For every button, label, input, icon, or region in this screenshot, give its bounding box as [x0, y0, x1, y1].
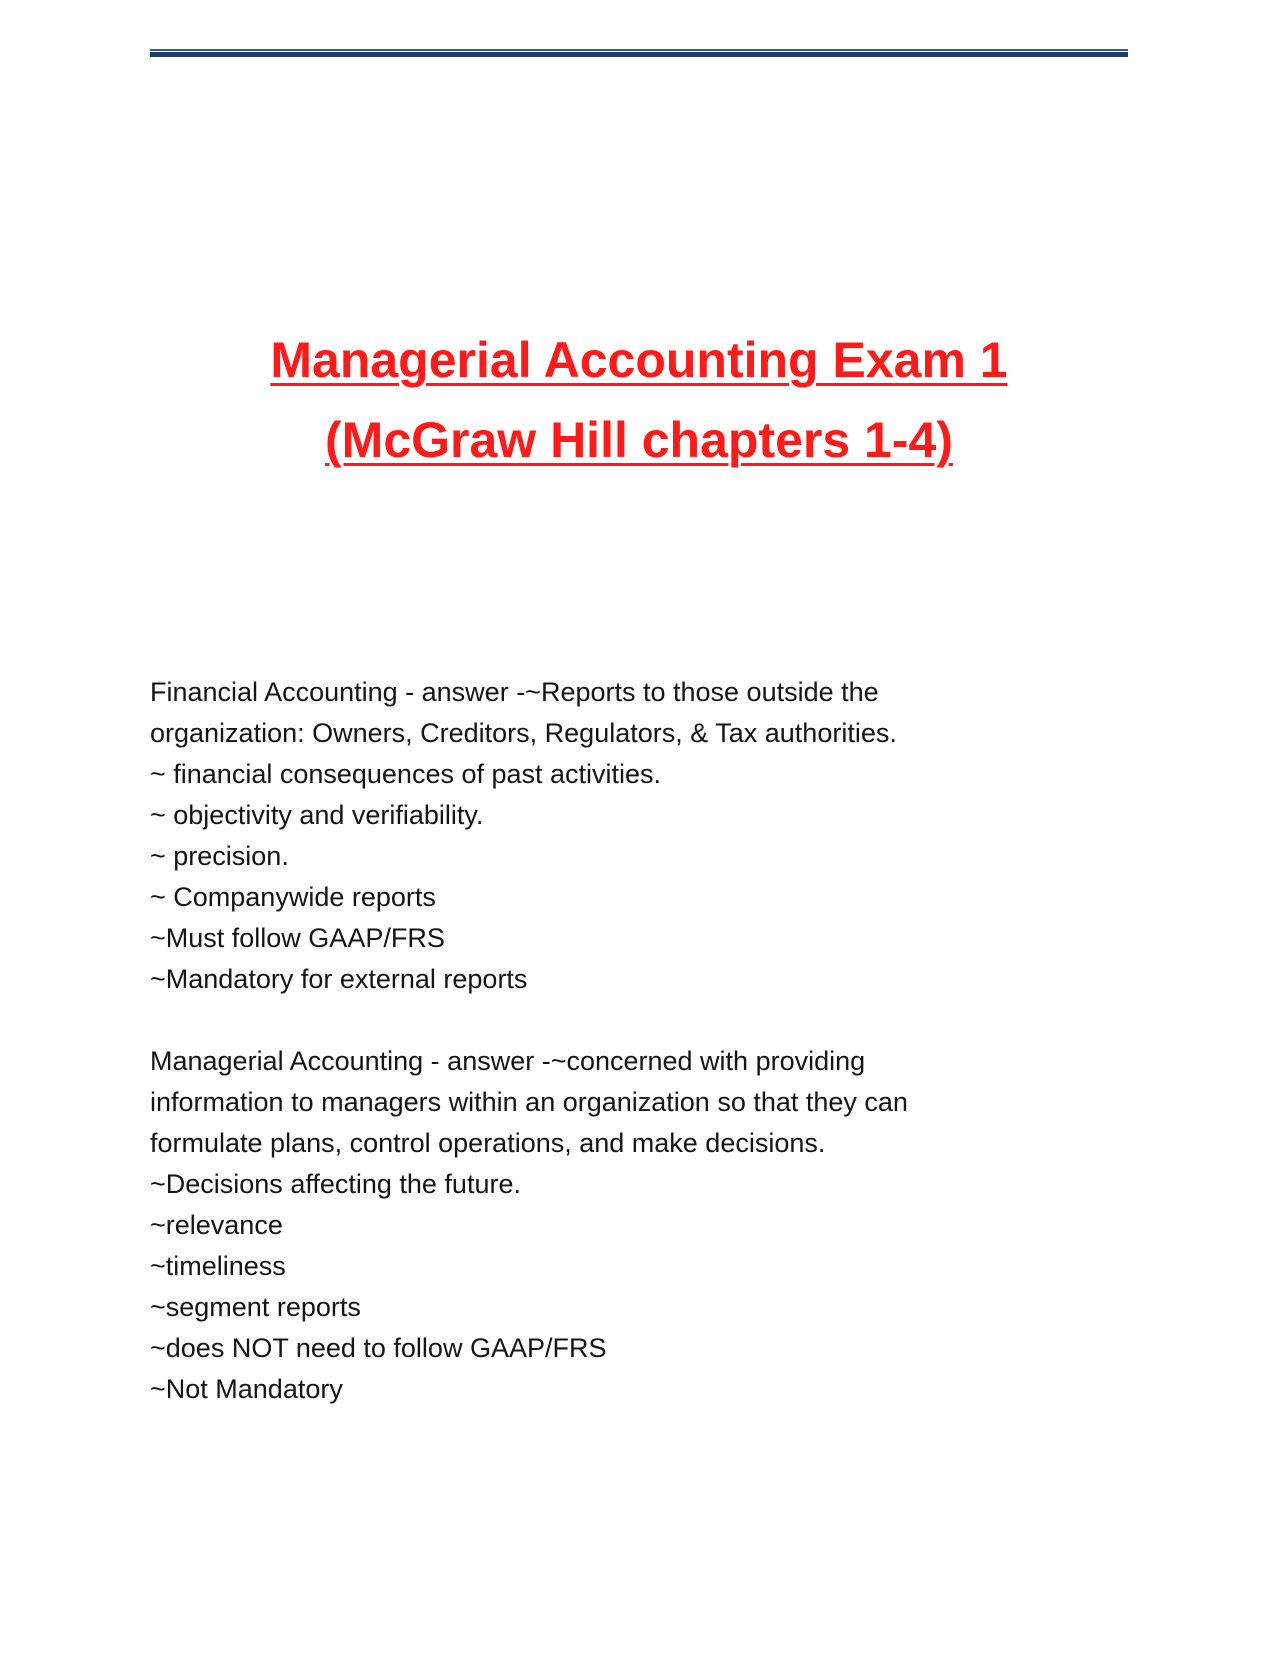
- header-rule-thin: [150, 49, 1128, 51]
- text-line: information to managers within an organization so that they can: [150, 1087, 908, 1117]
- text-line: Financial Accounting - answer -~Reports to those outside the: [150, 677, 879, 707]
- text-line: ~Not Mandatory: [150, 1374, 343, 1404]
- text-line: ~Decisions affecting the future.: [150, 1169, 521, 1199]
- paragraph-gap: [150, 1000, 1050, 1041]
- text-line: ~relevance: [150, 1210, 283, 1240]
- text-line: formulate plans, control operations, and make decisions.: [150, 1128, 826, 1158]
- header-rule: [150, 49, 1128, 57]
- section-managerial-accounting: [150, 1041, 1050, 1410]
- text-line: ~ precision.: [150, 841, 289, 871]
- section-financial-accounting: [150, 672, 1050, 1000]
- text-line: ~ Companywide reports: [150, 882, 436, 912]
- title-line-2: (McGraw Hill chapters 1-4): [325, 412, 953, 468]
- text-line: ~does NOT need to follow GAAP/FRS: [150, 1333, 607, 1363]
- text-line: ~Must follow GAAP/FRS: [150, 923, 445, 953]
- header-rule-thick: [150, 52, 1128, 57]
- title-line-1: Managerial Accounting Exam 1: [270, 332, 1008, 388]
- text-line: ~timeliness: [150, 1251, 286, 1281]
- document-title: [150, 320, 1128, 480]
- text-line: organization: Owners, Creditors, Regulators, & Tax authorities.: [150, 718, 897, 748]
- text-line: ~ objectivity and verifiability.: [150, 800, 484, 830]
- document-body: [150, 672, 1050, 1410]
- text-line: ~Mandatory for external reports: [150, 964, 528, 994]
- text-line: ~ financial consequences of past activities.: [150, 759, 662, 789]
- text-line: Managerial Accounting - answer -~concerned with providing: [150, 1046, 866, 1076]
- text-line: ~segment reports: [150, 1292, 361, 1322]
